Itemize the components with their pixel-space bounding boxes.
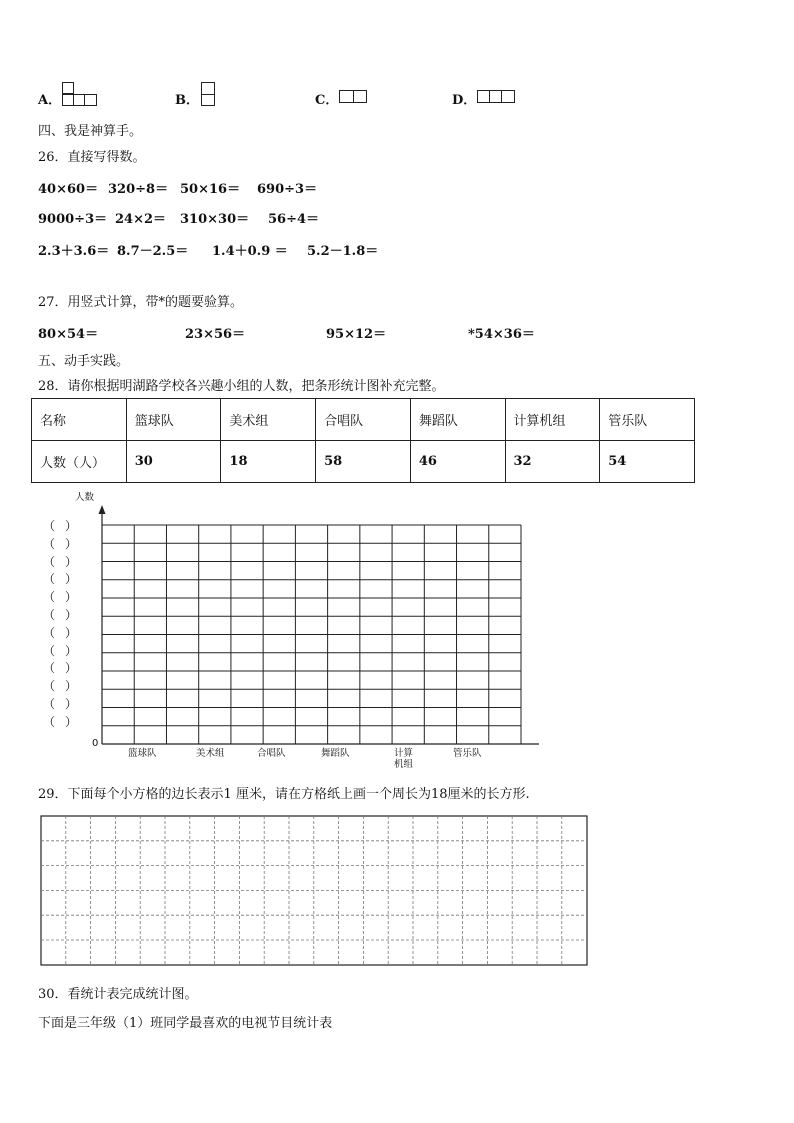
question-26: 26．直接写得数。 [38, 150, 146, 165]
paren-close: ） [65, 697, 78, 711]
q26-item: 1.4＋0.9 ＝ [212, 244, 288, 259]
q26-item: 8.7－2.5＝ [117, 244, 189, 259]
paren-open: （ [43, 590, 56, 605]
paren-open: （ [43, 519, 56, 533]
table-cell: 名称 [32, 399, 127, 441]
q27-item: 95×12＝ [326, 327, 387, 342]
section4-title: 四、我是神算手。 [38, 124, 143, 139]
x-axis-label: 合唱队 [257, 748, 286, 759]
q26-item: 24×2＝ [115, 212, 167, 227]
table-cell: 54 [600, 441, 695, 483]
paren-open: （ [43, 608, 56, 622]
paren-close: ） [65, 554, 78, 569]
paren-open: （ [43, 697, 56, 711]
paren-close: ） [65, 643, 78, 658]
table-cell: 管乐队 [600, 399, 695, 441]
paren-close: ） [65, 679, 78, 694]
q27-item: 80×54＝ [38, 327, 99, 342]
x-axis-label: 美术组 [196, 748, 225, 759]
paren-open: （ [43, 625, 56, 640]
q26-item: 9000÷3＝ [38, 212, 108, 227]
y-axis-title: 人数 [75, 492, 95, 503]
table-cell: 美术组 [221, 399, 316, 441]
x-axis-label: 舞蹈队 [321, 748, 350, 759]
paren-open: （ [43, 572, 56, 587]
x-axis-label: 管乐队 [453, 748, 482, 759]
table-cell: 18 [221, 441, 316, 483]
x-axis-label: 篮球队 [128, 748, 157, 759]
q27-item: 23×56＝ [185, 327, 246, 342]
paren-open: （ [43, 536, 56, 551]
question-29: 29．下面每个小方格的边长表示1 厘米，请在方格纸上画一个周长为18厘米的长方形. [38, 787, 530, 802]
paren-open: （ [43, 643, 56, 658]
question-30-subtitle: 下面是三年级（1）班同学最喜欢的电视节目统计表 [38, 1016, 333, 1031]
table-cell: 58 [316, 441, 411, 483]
q26-item: 690÷3＝ [257, 182, 318, 197]
paren-close: ） [65, 590, 78, 605]
q26-item: 50×16＝ [180, 182, 241, 197]
paren-open: （ [43, 679, 56, 694]
table-cell: 46 [410, 441, 505, 483]
table-cell: 舞蹈队 [410, 399, 505, 441]
q26-item: 320÷8＝ [108, 182, 169, 197]
paren-open: （ [43, 714, 56, 729]
q27-item: *54×36＝ [468, 327, 535, 342]
option-b-label: B． [175, 93, 199, 108]
option-a-label: A． [38, 93, 62, 108]
table-cell: 计算机组 [505, 399, 600, 441]
option-d-label: D． [452, 93, 477, 108]
paren-close: ） [65, 572, 78, 587]
table-cell: 32 [505, 441, 600, 483]
question-28: 28．请你根据明湖路学校各兴趣小组的人数，把条形统计图补充完整。 [38, 379, 445, 394]
x-axis-label: 计算 机组 [394, 748, 414, 770]
q26-item: 2.3＋3.6＝ [38, 244, 110, 259]
table-cell: 30 [126, 441, 221, 483]
table-cell: 合唱队 [316, 399, 411, 441]
table-cell: 人数（人） [32, 441, 127, 483]
section5-title: 五、动手实践。 [38, 354, 130, 369]
q26-item: 5.2－1.8＝ [307, 244, 379, 259]
origin-label: 0 [92, 738, 99, 749]
q26-item: 40×60＝ [38, 182, 99, 197]
paren-close: ） [65, 661, 78, 676]
paren-close: ） [65, 519, 78, 533]
table-cell: 篮球队 [126, 399, 221, 441]
q26-item: 56÷4＝ [268, 212, 320, 227]
paren-open: （ [43, 554, 56, 569]
question-30: 30．看统计表完成统计图。 [38, 987, 198, 1002]
paren-close: ） [65, 625, 78, 640]
paren-close: ） [65, 714, 78, 729]
q26-item: 310×30＝ [180, 212, 250, 227]
paren-open: （ [43, 661, 56, 676]
paren-close: ） [65, 608, 78, 622]
paren-close: ） [65, 536, 78, 551]
option-c-label: C． [315, 93, 339, 108]
question-27: 27．用竖式计算，带*的题要验算。 [38, 295, 244, 310]
